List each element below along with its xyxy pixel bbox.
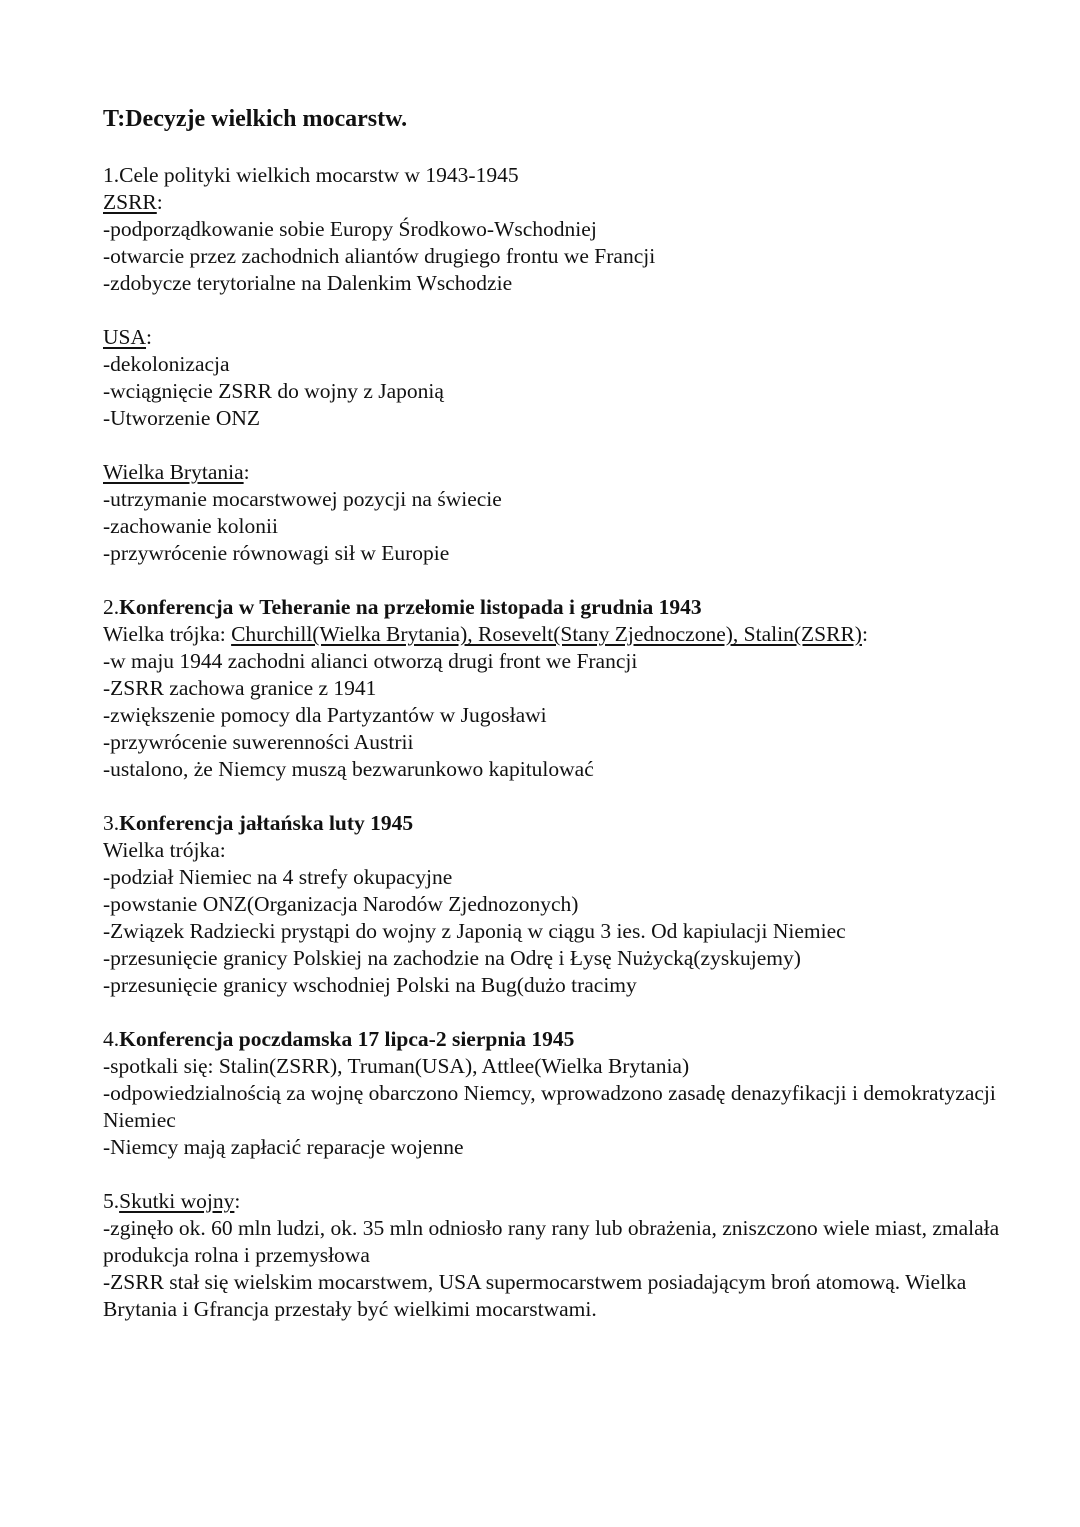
list-item: -Niemcy mają zapłacić reparacje wojenne (103, 1135, 464, 1159)
list-item: -zachowanie kolonii (103, 514, 278, 538)
document-page (103, 104, 1043, 1323)
list-item: -ZSRR zachowa granice z 1941 (103, 676, 377, 700)
list-item: -utrzymanie mocarstwowej pozycji na świecie (103, 487, 502, 511)
list-item: -spotkali się: Stalin(ZSRR), Truman(USA), Attlee(Wielka Brytania) (103, 1054, 690, 1078)
list-item: -dekolonizacja (103, 352, 230, 376)
section-5-heading: 5.Skutki wojny: (103, 1189, 241, 1213)
list-item: -przesunięcie granicy Polskiej na zachodzie na Odrę i Łysę Nużycką(zyskujemy) (103, 946, 801, 970)
zsrr-label-line: ZSRR: (103, 190, 163, 214)
list-item: -zwiększenie pomocy dla Partyzantów w Jugosławi (103, 703, 547, 727)
list-item: -przesunięcie granicy wschodniej Polski na Bug(dużo tracimy (103, 973, 637, 997)
list-item: -ustalono, że Niemcy muszą bezwarunkowo kapitulować (103, 757, 594, 781)
usa-label: USA (103, 325, 147, 349)
trojka-line: Wielka trójka: (103, 838, 226, 862)
list-item: -wciągnięcie ZSRR do wojny z Japonią (103, 379, 444, 403)
list-item: -Związek Radziecki prystąpi do wojny z Japonią w ciągu 3 ies. Od kapiulacji Niemiec (103, 919, 846, 943)
list-item: -zginęło ok. 60 mln ludzi, ok. 35 mln odniosło rany rany lub obrażenia, zniszczono wiele miast, zmalała produkcja rolna i przemysłowa (103, 1216, 1000, 1267)
document-title: T:Decyzje wielkich mocarstw. (103, 106, 408, 132)
section-1-heading: 1.Cele polityki wielkich mocarstw w 1943-1945 (103, 163, 519, 187)
list-item: -podział Niemiec na 4 strefy okupacyjne (103, 865, 453, 889)
trojka-line: Wielka trójka: Churchill(Wielka Brytania), Rosevelt(Stany Zjednoczone), Stalin(ZSRR): (103, 622, 868, 646)
usa-label-line: USA: (103, 325, 152, 349)
section-3-heading: 3.Konferencja jałtańska luty 1945 (103, 811, 414, 835)
list-item: -w maju 1944 zachodni alianci otworzą drugi front we Francji (103, 649, 638, 673)
list-item: -otwarcie przez zachodnich aliantów drugiego frontu we Francji (103, 244, 656, 268)
trojka-members: Churchill(Wielka Brytania), Rosevelt(Stany Zjednoczone), Stalin(ZSRR) (231, 622, 862, 646)
section-2-heading: 2.Konferencja w Teheranie na przełomie listopada i grudnia 1943 (103, 595, 702, 619)
list-item: -przywrócenie równowagi sił w Europie (103, 541, 450, 565)
list-item: -ZSRR stał się wielskim mocarstwem, USA supermocarstwem posiadającym broń atomową. Wielka Brytania i Gfrancja przestały być wielkimi mocarstwami. (103, 1270, 967, 1321)
section-4-heading: 4.Konferencja poczdamska 17 lipca-2 sierpnia 1945 (103, 1027, 575, 1051)
list-item: -powstanie ONZ(Organizacja Narodów Zjednozonych) (103, 892, 579, 916)
list-item: -podporządkowanie sobie Europy Środkowo-Wschodniej (103, 217, 597, 241)
zsrr-label: ZSRR (103, 190, 157, 214)
list-item: -Utworzenie ONZ (103, 406, 261, 430)
list-item: -odpowiedzialnością za wojnę obarczono Niemcy, wprowadzono zasadę denazyfikacji i demokratyzacji Niemiec (103, 1081, 996, 1132)
list-item: -przywrócenie suwerenności Austrii (103, 730, 414, 754)
wb-label: Wielka Brytania (103, 460, 244, 484)
wb-label-line: Wielka Brytania: (103, 460, 250, 484)
list-item: -zdobycze terytorialne na Dalenkim Wschodzie (103, 271, 513, 295)
